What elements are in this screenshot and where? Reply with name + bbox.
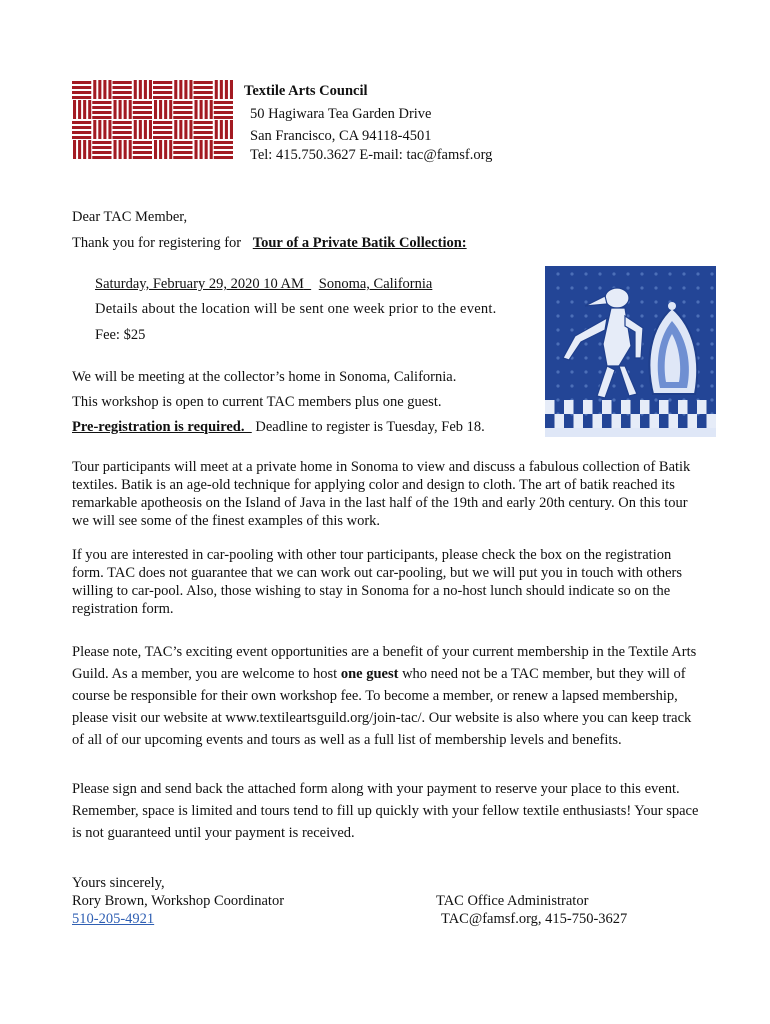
org-city: San Francisco, CA 94118-4501 [250,128,432,144]
carpool-paragraph: If you are interested in car-pooling with other tour participants, please check the box on the registration form. TAC does not guarantee that we can work out car-pooling, but we will put you in touch with others willing to car-pool. Also, those wishing to stay in Sonoma for a no-host lunch should indicate so on the registration form. [72,547,682,617]
tac-woven-logo-icon [72,80,234,160]
org-contact: Tel: 415.750.3627 E-mail: tac@famsf.org [250,147,493,163]
admin-title: TAC Office Administrator [436,893,589,909]
admin-contact: TAC@famsf.org, 415-750-3627 [441,911,628,927]
location-note: Details about the location will be sent one week prior to the event. [95,301,497,317]
event-date-line [95,275,432,293]
thanks-prefix: Thank you for registering for [72,235,242,251]
tour-paragraph: Tour participants will meet at a private home in Sonoma to view and discuss a fabulous collection of Batik textiles. Batik is an age-old technique for applying color and design to cloth. The art of batik reached its remarkable apotheosis on the Island of Java in the last half of the 19th and early 20th century. On this tour we will see some of the finest examples of this work. [72,459,691,529]
closing: Yours sincerely, [72,875,165,891]
org-name: Textile Arts Council [244,83,368,99]
meeting-line: We will be meeting at the collector’s home in Sonoma, California. [72,369,457,385]
event-place: Sonoma, California [318,276,433,292]
event-fee: Fee: $25 [95,327,146,343]
salutation: Dear TAC Member, [72,209,188,225]
event-title: Tour of a Private Batik Collection: [252,235,467,251]
sign-paragraph: Please sign and send back the attached form along with your payment to reserve your place to this event. Remember, space is limited and tours tend to fill up quickly with your fellow textile enthusiasts! Your space is not guaranteed until your payment is received. [72,781,699,841]
org-address: 50 Hagiwara Tea Garden Drive [250,106,432,122]
one-guest-emphasis: one guest [340,666,399,682]
preregistration-required: Pre-registration is required. [72,419,245,435]
coordinator-name: Rory Brown, Workshop Coordinator [72,893,285,909]
preregistration-line [72,418,485,436]
batik-textile-image [545,266,716,437]
coordinator-phone-link[interactable]: 510-205-4921 [72,911,155,927]
thanks-line [72,234,467,252]
event-date: Saturday, February 29, 2020 10 AM [95,276,304,292]
deadline-text: Deadline to register is Tuesday, Feb 18. [255,419,485,435]
membership-paragraph: Please note, TAC’s exciting event opportunities are a benefit of your current membership in the Textile Arts Guild. As a member, you are welcome to host one guest who need not be a TAC member, but they will of course be responsible for their own workshop fee. To become a member, or renew a lapsed membership, please visit our website at www.textileartsguild.org/join-tac/. Our website is also where you can keep track of all of our upcoming events and tours as well as a full list of membership levels and benefits. [72,644,697,748]
open-to-line: This workshop is open to current TAC members plus one guest. [72,394,442,410]
